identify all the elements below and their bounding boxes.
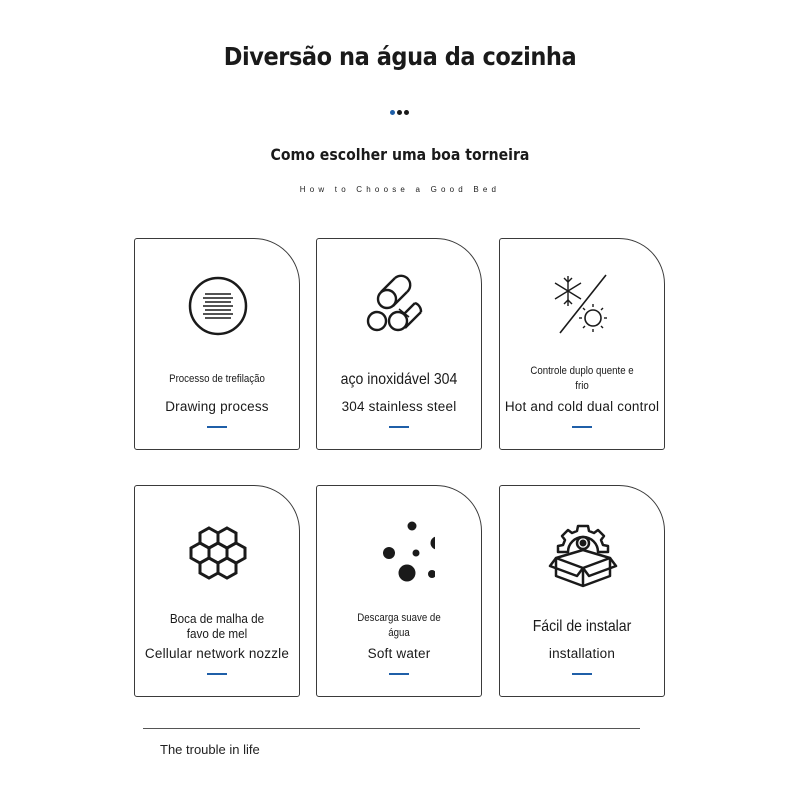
drawing-process-icon	[183, 271, 253, 341]
feature-card-easy-install	[499, 485, 665, 697]
accent-bar	[572, 673, 592, 675]
feature-title-pt: Processo de trefilação	[169, 372, 265, 385]
page-title: Diversão na água da cozinha	[223, 42, 577, 71]
accent-bar	[207, 673, 227, 675]
decorative-dots	[388, 110, 414, 118]
feature-title-pt: Controle duplo quente e frio	[530, 365, 634, 392]
section-subtitle: Como escolher uma boa torneira	[270, 145, 530, 164]
footer-text: The trouble in life	[160, 742, 260, 757]
feature-card-stainless-steel	[316, 238, 482, 450]
feature-title-en: installation	[548, 646, 616, 661]
dot	[404, 110, 409, 115]
accent-bar	[572, 426, 592, 428]
feature-title-en: 304 stainless steel	[341, 399, 457, 414]
divider	[143, 728, 640, 729]
feature-card-soft-water	[316, 485, 482, 697]
feature-title-pt: aço inoxidável 304	[340, 370, 458, 388]
accent-bar	[389, 426, 409, 428]
feature-card-honeycomb-nozzle	[134, 485, 300, 697]
section-subtitle-en: How to Choose a Good Bed	[299, 185, 501, 194]
install-box-icon	[548, 518, 618, 588]
water-droplets-icon	[365, 518, 435, 588]
feature-title-en: Hot and cold dual control	[504, 399, 660, 414]
dot	[397, 110, 402, 115]
dot	[390, 110, 395, 115]
feature-title-en: Drawing process	[165, 399, 269, 414]
hot-cold-icon	[548, 271, 618, 341]
steel-pipes-icon	[365, 271, 435, 341]
honeycomb-icon	[183, 518, 253, 588]
feature-title-pt: Descarga suave de água	[357, 612, 441, 639]
feature-title-pt: Boca de malha de favo de mel	[169, 611, 265, 641]
feature-title-en: Cellular network nozzle	[144, 646, 290, 661]
accent-bar	[207, 426, 227, 428]
accent-bar	[389, 673, 409, 675]
feature-title-en: Soft water	[367, 646, 431, 661]
feature-title-pt: Fácil de instalar	[532, 617, 632, 635]
feature-card-hot-cold	[499, 238, 665, 450]
feature-card-drawing-process	[134, 238, 300, 450]
